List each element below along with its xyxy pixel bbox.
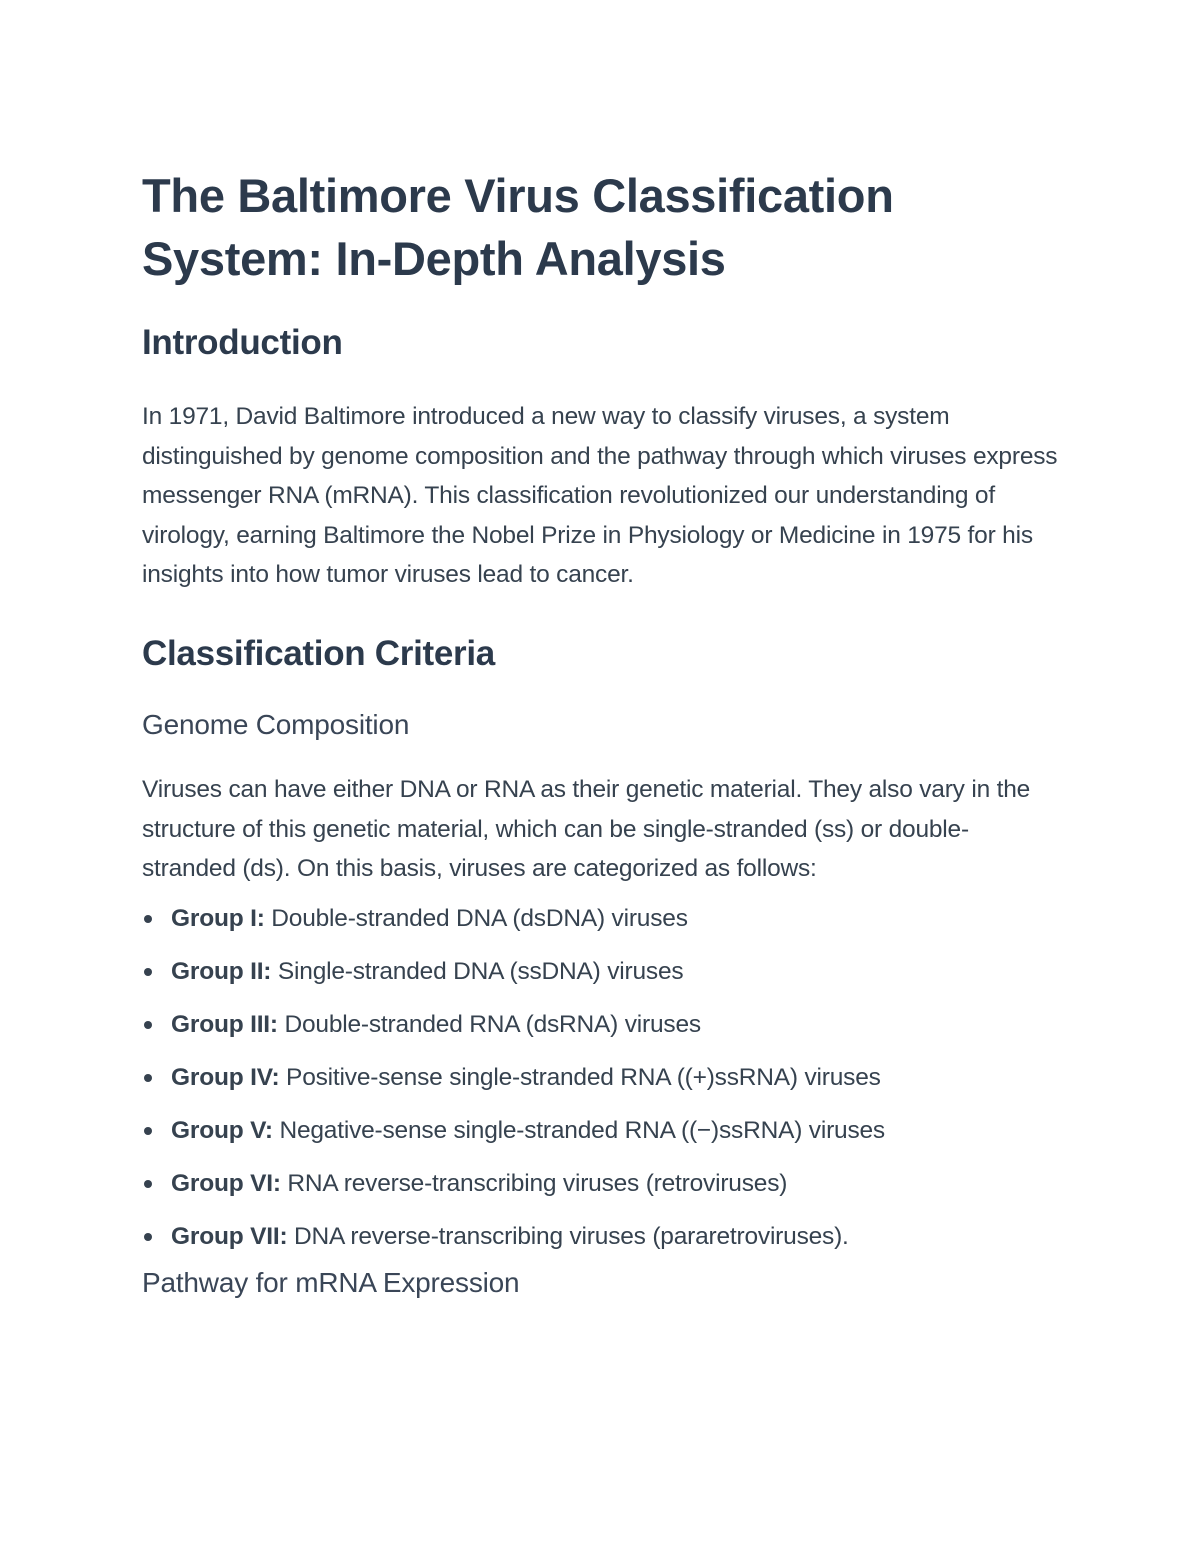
introduction-paragraph: In 1971, David Baltimore introduced a new way to classify viruses, a system distinguished by genome composition and the pathway through which viruses express messenger RNA (mRNA). This classification revolutionized our understanding of virology, earning Baltimore the Nobel Prize in Physiology or Medicine in 1975 for his insights into how tumor viruses lead to cancer. — [142, 403, 1058, 589]
document-page — [142, 164, 1062, 1301]
genome-composition-paragraph: Viruses can have either DNA or RNA as their genetic material. They also vary in the structure of this genetic material, which can be single-stranded (ss) or double-stranded (ds). On this basis, viruses are categorized as follows: — [142, 775, 1031, 883]
bullet-icon — [144, 1233, 152, 1241]
bullet-icon — [144, 968, 152, 976]
group-description: Double-stranded DNA (dsDNA) viruses — [264, 904, 688, 932]
bullet-icon — [144, 1180, 152, 1188]
introduction-heading: Introduction — [142, 323, 343, 362]
group-label: Group V: — [171, 1116, 273, 1144]
group-description: DNA reverse-transcribing viruses (pararetroviruses). — [287, 1222, 849, 1250]
group-description: RNA reverse-transcribing viruses (retroviruses) — [280, 1169, 788, 1197]
group-label: Group III: — [171, 1010, 278, 1038]
group-description: Single-stranded DNA (ssDNA) viruses — [271, 957, 684, 985]
group-description: Double-stranded RNA (dsRNA) viruses — [277, 1010, 701, 1038]
bullet-icon — [144, 1127, 152, 1135]
document-title: The Baltimore Virus Classification System: In-Depth Analysis — [142, 169, 894, 285]
group-description: Positive-sense single-stranded RNA ((+)ssRNA) viruses — [279, 1063, 881, 1091]
list-item — [142, 903, 1062, 934]
list-item — [142, 956, 1062, 987]
group-label: Group VII: — [171, 1222, 288, 1250]
genome-composition-heading: Genome Composition — [142, 708, 410, 740]
list-item — [142, 1221, 1062, 1252]
bullet-icon — [144, 915, 152, 923]
classification-criteria-heading: Classification Criteria — [142, 633, 495, 673]
mrna-pathway-heading: Pathway for mRNA Expression — [142, 1266, 520, 1298]
group-label: Group VI: — [171, 1169, 281, 1197]
list-item — [142, 1168, 1062, 1199]
list-item — [142, 1009, 1062, 1040]
list-item — [142, 1115, 1062, 1146]
group-description: Negative-sense single-stranded RNA ((−)ssRNA) viruses — [272, 1116, 885, 1144]
group-label: Group IV: — [171, 1063, 280, 1091]
bullet-icon — [144, 1021, 152, 1029]
list-item — [142, 1062, 1062, 1093]
bullet-icon — [144, 1074, 152, 1082]
group-label: Group II: — [171, 957, 272, 985]
virus-group-list — [142, 903, 1062, 1252]
group-label: Group I: — [171, 904, 265, 932]
